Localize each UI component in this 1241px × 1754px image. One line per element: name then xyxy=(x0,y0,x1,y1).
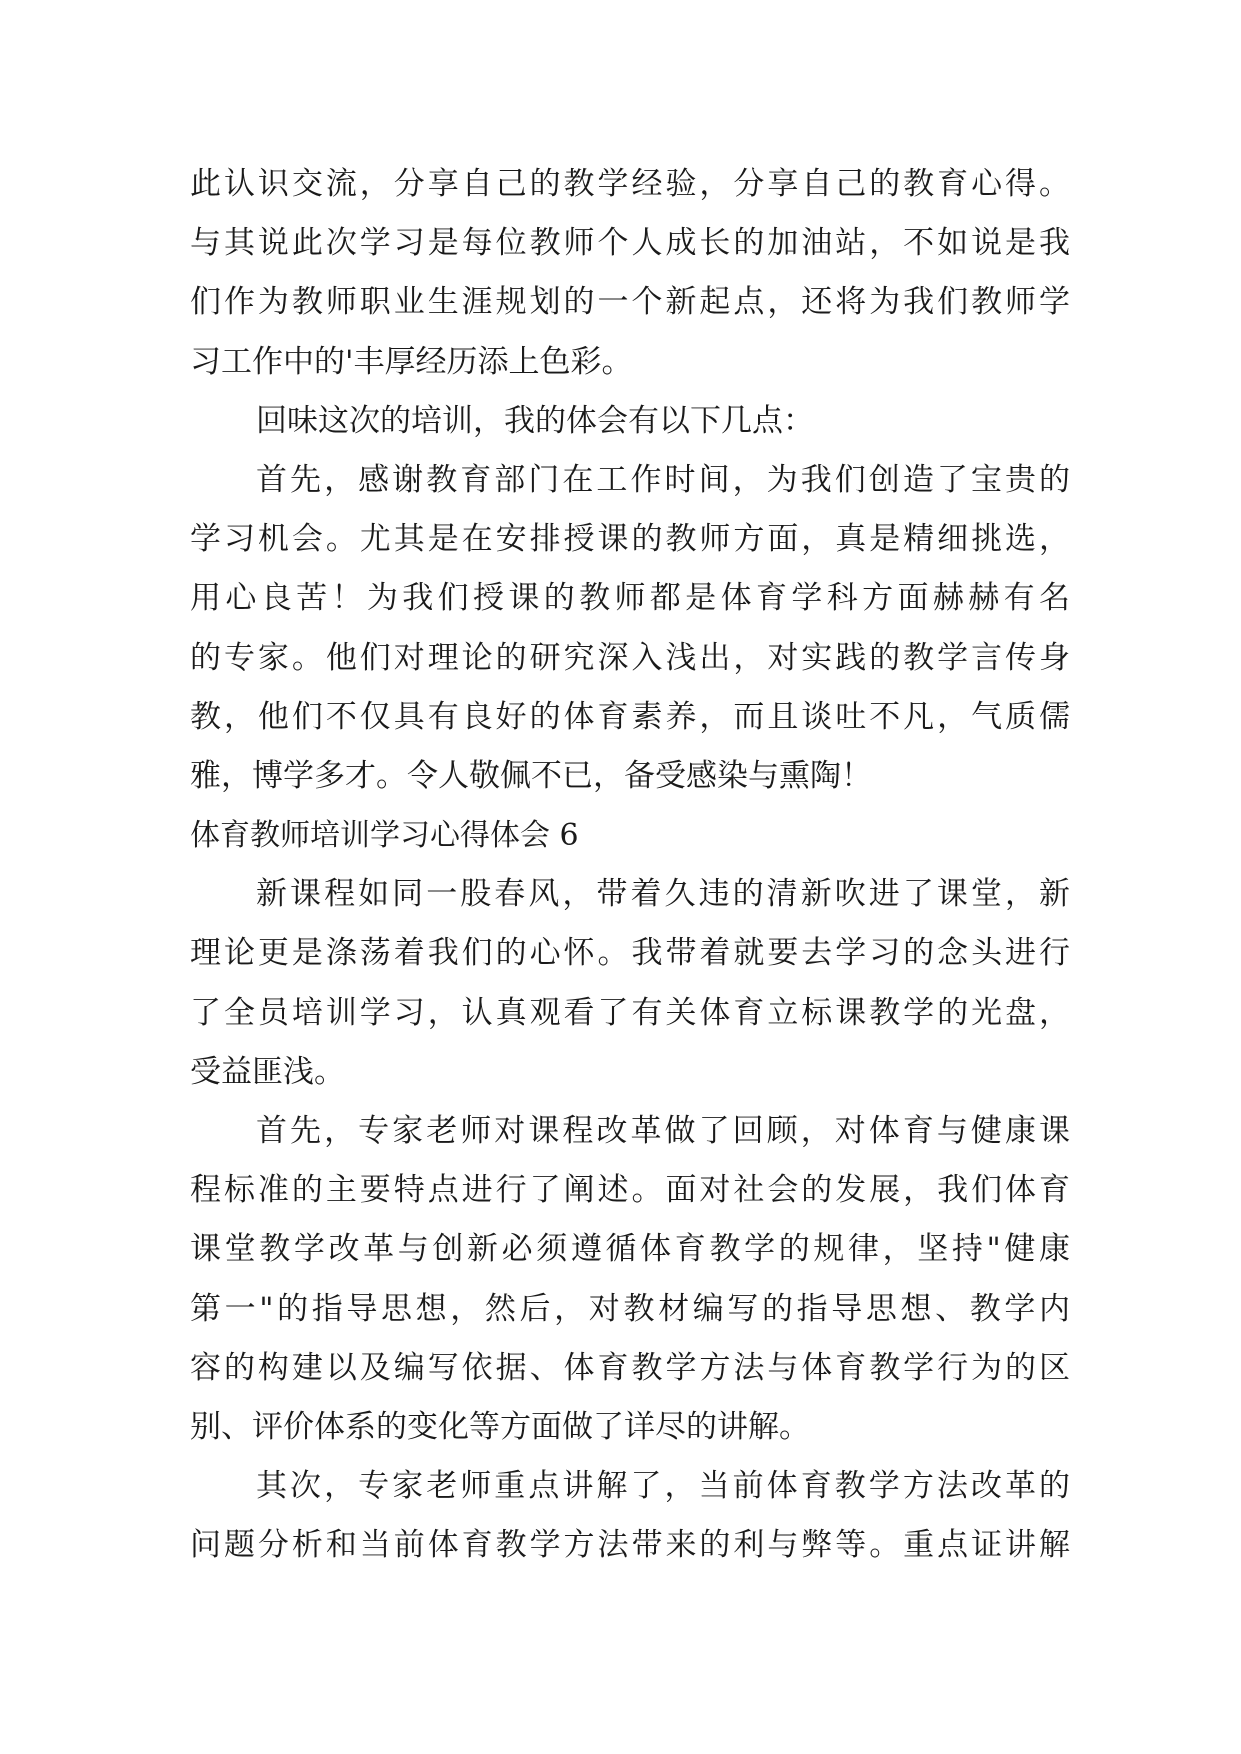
text-line: 其次，专家老师重点讲解了，当前体育教学方法改革的 xyxy=(256,1468,1070,1505)
paragraph xyxy=(190,865,1070,1102)
text-line: 回味这次的培训，我的体会有以下几点： xyxy=(256,402,814,439)
text-line: 教，他们不仅具有良好的体育素养，而且谈吐不凡，气质儒 xyxy=(190,698,1070,735)
text-line: 首先，专家老师对课程改革做了回顾，对体育与健康课 xyxy=(256,1113,1070,1149)
paragraph xyxy=(190,451,1070,806)
document-page xyxy=(190,155,1070,1576)
text-line: 受益匪浅。 xyxy=(190,1053,345,1090)
text-line: 的专家。他们对理论的研究深入浅出，对实践的教学言传身 xyxy=(190,639,1070,676)
text-line: 们作为教师职业生涯规划的一个新起点，还将为我们教师学 xyxy=(190,284,1070,321)
text-line: 程标准的主要特点进行了阐述。面对社会的发展，我们体育 xyxy=(190,1172,1070,1209)
text-line: 学习机会。尤其是在安排授课的教师方面，真是精细挑选， xyxy=(190,521,1070,558)
text-line: 新课程如同一股春风，带着久违的清新吹进了课堂，新 xyxy=(256,876,1070,913)
paragraph xyxy=(190,155,1070,392)
paragraph xyxy=(190,392,1070,451)
paragraph xyxy=(190,1102,1070,1457)
text-line: 容的构建以及编写依据、体育教学方法与体育教学行为的区 xyxy=(190,1349,1070,1386)
text-line: 与其说此次学习是每位教师个人成长的加油站，不如说是我 xyxy=(190,225,1070,262)
text-line: 此认识交流，分享自己的教学经验，分享自己的教育心得。 xyxy=(190,166,1070,202)
section-heading xyxy=(190,806,1070,865)
text-line: 第一"的指导思想，然后，对教材编写的指导思想、教学内 xyxy=(190,1290,1070,1327)
text-line: 首先，感谢教育部门在工作时间，为我们创造了宝贵的 xyxy=(256,461,1070,498)
paragraph xyxy=(190,1457,1070,1575)
text-line: 用心良苦！为我们授课的教师都是体育学科方面赫赫有名 xyxy=(190,580,1070,617)
text-line: 别、评价体系的变化等方面做了详尽的讲解。 xyxy=(190,1408,810,1445)
text-line: 理论更是涤荡着我们的心怀。我带着就要去学习的念头进行 xyxy=(190,935,1070,972)
text-line: 习工作中的'丰厚经历添上色彩。 xyxy=(190,343,633,380)
text-line: 问题分析和当前体育教学方法带来的利与弊等。重点证讲解 xyxy=(190,1527,1070,1564)
heading-text: 体育教师培训学习心得体会 6 xyxy=(190,818,579,854)
text-line: 了全员培训学习，认真观看了有关体育立标课教学的光盘， xyxy=(190,994,1070,1031)
text-line: 雅，博学多才。令人敬佩不已，备受感染与熏陶！ xyxy=(190,757,872,794)
text-line: 课堂教学改革与创新必须遵循体育教学的规律，坚持"健康 xyxy=(190,1231,1070,1268)
